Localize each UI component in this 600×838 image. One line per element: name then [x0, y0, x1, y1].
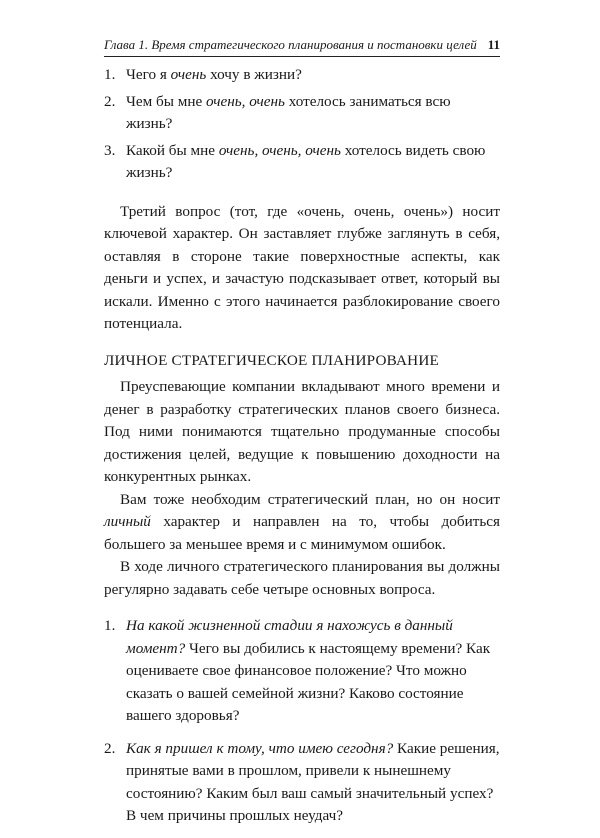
page-number: 11: [487, 37, 500, 52]
list-item: [104, 91, 500, 136]
list-number: 2.: [104, 739, 116, 757]
list-text: хотелось видеть свою жизнь?: [126, 141, 486, 181]
list-text: Чего я: [126, 66, 171, 83]
section-heading: ЛИЧНОЕ СТРАТЕГИЧЕСКОЕ ПЛАНИРОВАНИЕ: [104, 351, 439, 369]
list-text: Какой бы мне: [126, 141, 219, 159]
list-emphasis: очень: [170, 66, 207, 83]
questions-list-2: [104, 615, 500, 828]
list-text: хотелось заниматься всю жизнь?: [126, 92, 451, 132]
paragraph-text: характер и направлен на то, чтобы добиться большего за меньшее время и с минимумом ошибок.: [104, 513, 500, 553]
paragraph-personal-plan: [104, 489, 500, 557]
list-emphasis: очень, очень: [206, 92, 285, 110]
paragraph-emphasis: личный: [104, 513, 151, 530]
list-text: хочу в жизни?: [206, 66, 302, 83]
running-header: [104, 36, 500, 57]
chapter-title: Глава 1. Время стратегического планирования и постановки целей: [104, 37, 477, 52]
list-number: 1.: [104, 617, 116, 634]
paragraph-text: Вам тоже необходим стратегический план, но он носит: [120, 490, 500, 508]
list-item: [104, 64, 500, 87]
page-content: [104, 64, 500, 838]
list-text: Чего вы добились к настоящему времени? Как оцениваете свое финансовое положение? Что можно сказать о вашей семейной жизни? Каково состояние вашего здоровья?: [126, 639, 491, 724]
list-number: 3.: [104, 141, 116, 159]
list-item: [104, 738, 500, 828]
list-emphasis: очень, очень, очень: [218, 141, 341, 159]
paragraph-companies: Преуспевающие компании вкладывают много времени и денег в разработку стратегических планов своего бизнеса. Под ними понимаются тщательно продуманные способы достижения целей, ведущие к повышению доходности на конкурентных рынках.: [104, 378, 500, 485]
list-emphasis: На какой жизненной стадии я нахожусь в данный момент?: [126, 617, 453, 657]
questions-list-1: [104, 64, 500, 185]
list-text: Чем бы мне: [126, 92, 207, 110]
paragraph-key-question: Третий вопрос (тот, где «очень, очень, очень») носит ключевой характер. Он заставляет глубже заглянуть в себя, оставляя в стороне такие поверхностные аспекты, как деньги и успех, и зачастую подсказывает ответ, который вы искали. Именно с этого начинается разблокирование своего потенциала.: [104, 202, 500, 332]
list-item: [104, 140, 500, 185]
paragraph-four-questions: В ходе личного стратегического планирования вы должны регулярно задавать себе четыре основных вопроса.: [104, 558, 500, 598]
list-emphasis: Как я пришел к тому, что имею сегодня?: [126, 739, 394, 757]
list-text: Какие решения, принятые вами в прошлом, привели к нынешнему состоянию? Каким был ваш самый значительный успех? В чем причины прошлых неудач?: [126, 739, 500, 824]
list-item: [104, 615, 500, 728]
list-number: 1.: [104, 66, 116, 83]
list-number: 2.: [104, 92, 116, 110]
